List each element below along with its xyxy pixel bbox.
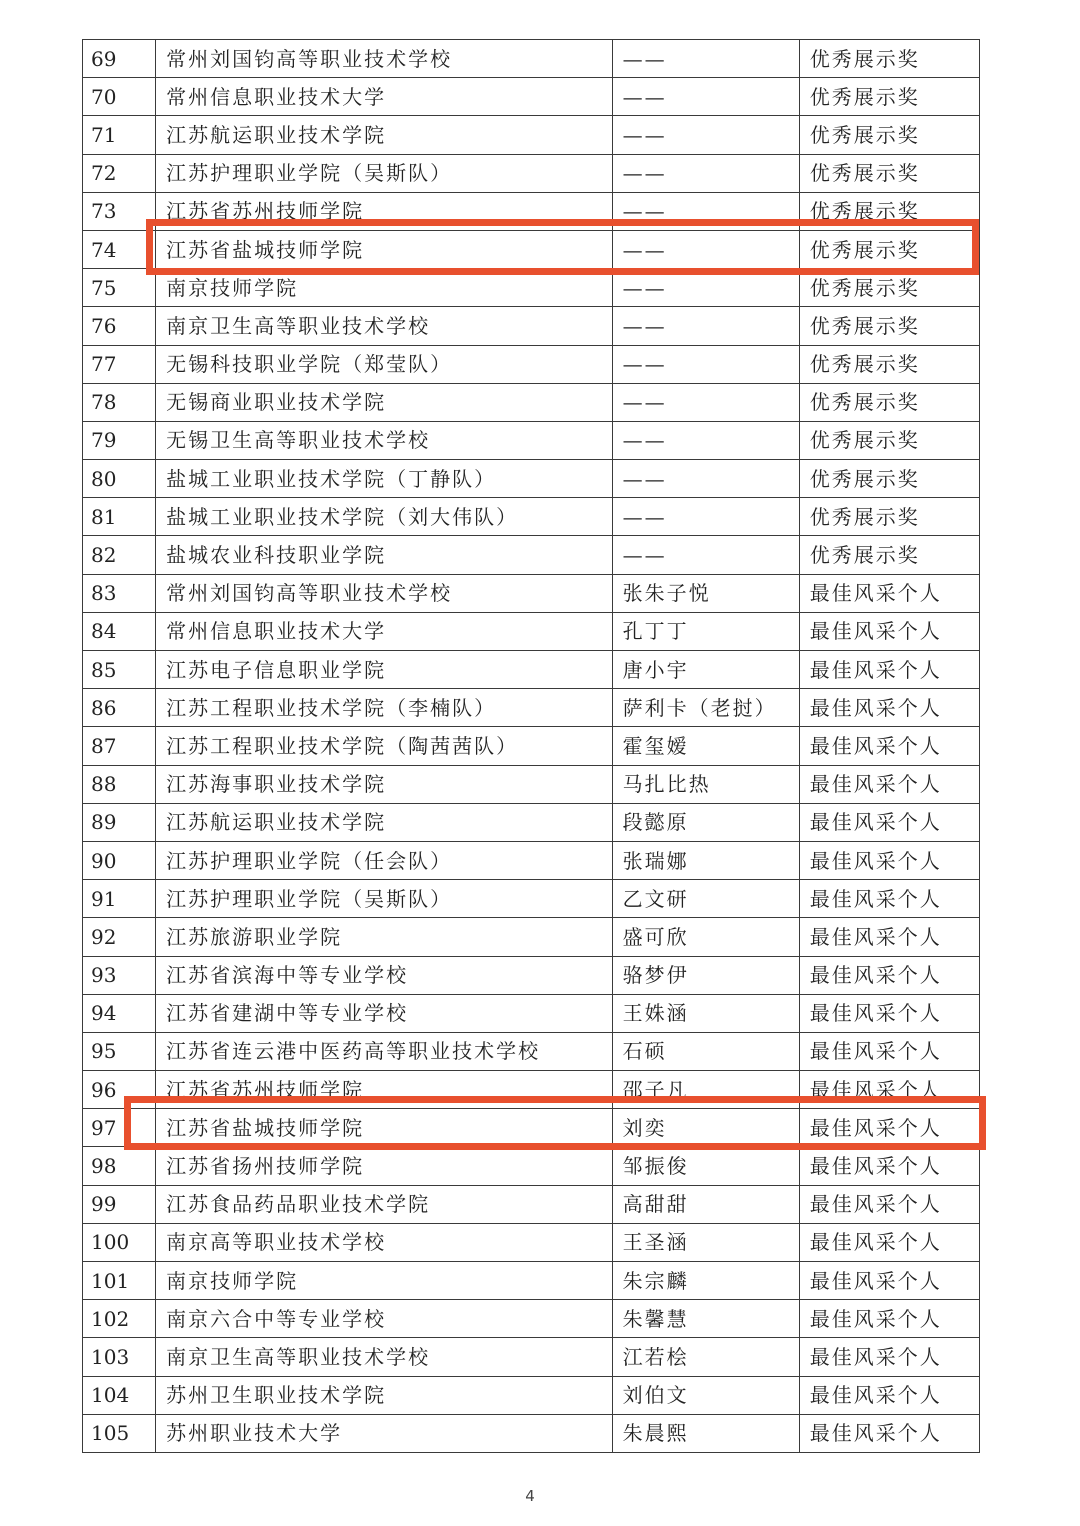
award-name-cell: 最佳风采个人 [799, 1071, 979, 1109]
table-row [83, 116, 980, 154]
person-name-cell: 王圣涵 [612, 1223, 799, 1261]
table-row [83, 689, 980, 727]
table-row [83, 1262, 980, 1300]
school-name-cell: 江苏省连云港中医药高等职业技术学校 [156, 1032, 613, 1070]
person-name-cell: —— [612, 269, 799, 307]
row-number-cell: 89 [83, 803, 156, 841]
school-name-cell: 江苏航运职业技术学院 [156, 116, 613, 154]
award-name-cell: 最佳风采个人 [799, 1376, 979, 1414]
table-row [83, 918, 980, 956]
award-name-cell: 最佳风采个人 [799, 651, 979, 689]
person-name-cell: —— [612, 421, 799, 459]
award-name-cell: 优秀展示奖 [799, 498, 979, 536]
school-name-cell: 江苏护理职业学院（吴斯队） [156, 154, 613, 192]
school-name-cell: 苏州职业技术大学 [156, 1414, 613, 1452]
row-number-cell: 100 [83, 1223, 156, 1261]
person-name-cell: 石硕 [612, 1032, 799, 1070]
school-name-cell: 南京六合中等专业学校 [156, 1300, 613, 1338]
row-number-cell: 71 [83, 116, 156, 154]
award-name-cell: 最佳风采个人 [799, 880, 979, 918]
school-name-cell: 江苏护理职业学院（吴斯队） [156, 880, 613, 918]
row-number-cell: 86 [83, 689, 156, 727]
school-name-cell: 盐城农业科技职业学院 [156, 536, 613, 574]
school-name-cell: 盐城工业职业技术学院（刘大伟队） [156, 498, 613, 536]
row-number-cell: 99 [83, 1185, 156, 1223]
person-name-cell: 张朱子悦 [612, 574, 799, 612]
table-row [83, 460, 980, 498]
person-name-cell: 邹振俊 [612, 1147, 799, 1185]
awards-table [82, 39, 980, 1453]
table-row [83, 307, 980, 345]
person-name-cell: —— [612, 230, 799, 268]
school-name-cell: 江苏工程职业技术学院（陶茜茜队） [156, 727, 613, 765]
award-name-cell: 最佳风采个人 [799, 1223, 979, 1261]
table-row [83, 612, 980, 650]
school-name-cell: 南京卫生高等职业技术学校 [156, 1338, 613, 1376]
person-name-cell: —— [612, 345, 799, 383]
row-number-cell: 72 [83, 154, 156, 192]
row-number-cell: 92 [83, 918, 156, 956]
award-name-cell: 最佳风采个人 [799, 803, 979, 841]
table-row [83, 841, 980, 879]
table-row [83, 269, 980, 307]
table-row [83, 880, 980, 918]
person-name-cell: 骆梦伊 [612, 956, 799, 994]
award-name-cell: 最佳风采个人 [799, 1300, 979, 1338]
award-name-cell: 优秀展示奖 [799, 536, 979, 574]
award-name-cell: 最佳风采个人 [799, 1185, 979, 1223]
school-name-cell: 江苏省苏州技师学院 [156, 192, 613, 230]
person-name-cell: 高甜甜 [612, 1185, 799, 1223]
row-number-cell: 91 [83, 880, 156, 918]
person-name-cell: 朱馨慧 [612, 1300, 799, 1338]
person-name-cell: —— [612, 498, 799, 536]
award-name-cell: 优秀展示奖 [799, 154, 979, 192]
table-row [83, 1032, 980, 1070]
person-name-cell: 朱宗麟 [612, 1262, 799, 1300]
award-name-cell: 最佳风采个人 [799, 1262, 979, 1300]
person-name-cell: 萨利卡（老挝） [612, 689, 799, 727]
row-number-cell: 93 [83, 956, 156, 994]
table-row [83, 78, 980, 116]
table-row [83, 1300, 980, 1338]
table-row [83, 956, 980, 994]
award-name-cell: 最佳风采个人 [799, 765, 979, 803]
school-name-cell: 南京卫生高等职业技术学校 [156, 307, 613, 345]
row-number-cell: 95 [83, 1032, 156, 1070]
award-name-cell: 最佳风采个人 [799, 1109, 979, 1147]
person-name-cell: 乙文研 [612, 880, 799, 918]
person-name-cell: —— [612, 536, 799, 574]
person-name-cell: 霍玺嫒 [612, 727, 799, 765]
award-name-cell: 最佳风采个人 [799, 1414, 979, 1452]
person-name-cell: —— [612, 40, 799, 78]
table-row [83, 1338, 980, 1376]
table-row [83, 994, 980, 1032]
school-name-cell: 南京技师学院 [156, 1262, 613, 1300]
row-number-cell: 79 [83, 421, 156, 459]
award-name-cell: 优秀展示奖 [799, 421, 979, 459]
row-number-cell: 78 [83, 383, 156, 421]
award-name-cell: 最佳风采个人 [799, 956, 979, 994]
row-number-cell: 90 [83, 841, 156, 879]
table-row [83, 154, 980, 192]
award-name-cell: 优秀展示奖 [799, 460, 979, 498]
school-name-cell: 江苏省盐城技师学院 [156, 1109, 613, 1147]
table-row [83, 192, 980, 230]
table-row [83, 1376, 980, 1414]
person-name-cell: —— [612, 116, 799, 154]
award-name-cell: 最佳风采个人 [799, 1032, 979, 1070]
page-number: 4 [525, 1487, 535, 1505]
person-name-cell: —— [612, 78, 799, 116]
table-row [83, 383, 980, 421]
row-number-cell: 70 [83, 78, 156, 116]
person-name-cell: 孔丁丁 [612, 612, 799, 650]
table-row [83, 40, 980, 78]
person-name-cell: 王姝涵 [612, 994, 799, 1032]
row-number-cell: 87 [83, 727, 156, 765]
row-number-cell: 80 [83, 460, 156, 498]
table-row [83, 651, 980, 689]
award-name-cell: 最佳风采个人 [799, 727, 979, 765]
school-name-cell: 江苏电子信息职业学院 [156, 651, 613, 689]
award-name-cell: 最佳风采个人 [799, 574, 979, 612]
person-name-cell: 朱晨熙 [612, 1414, 799, 1452]
award-name-cell: 最佳风采个人 [799, 612, 979, 650]
school-name-cell: 江苏航运职业技术学院 [156, 803, 613, 841]
school-name-cell: 常州信息职业技术大学 [156, 612, 613, 650]
school-name-cell: 江苏旅游职业学院 [156, 918, 613, 956]
school-name-cell: 无锡商业职业技术学院 [156, 383, 613, 421]
table-row [83, 230, 980, 268]
row-number-cell: 84 [83, 612, 156, 650]
school-name-cell: 江苏省建湖中等专业学校 [156, 994, 613, 1032]
award-name-cell: 最佳风采个人 [799, 689, 979, 727]
award-name-cell: 优秀展示奖 [799, 116, 979, 154]
person-name-cell: 马扎比热 [612, 765, 799, 803]
table-row [83, 536, 980, 574]
person-name-cell: —— [612, 192, 799, 230]
school-name-cell: 常州信息职业技术大学 [156, 78, 613, 116]
row-number-cell: 97 [83, 1109, 156, 1147]
row-number-cell: 74 [83, 230, 156, 268]
person-name-cell: —— [612, 383, 799, 421]
award-name-cell: 优秀展示奖 [799, 40, 979, 78]
row-number-cell: 73 [83, 192, 156, 230]
school-name-cell: 苏州卫生职业技术学院 [156, 1376, 613, 1414]
row-number-cell: 75 [83, 269, 156, 307]
award-name-cell: 优秀展示奖 [799, 269, 979, 307]
award-name-cell: 优秀展示奖 [799, 383, 979, 421]
person-name-cell: 江若桧 [612, 1338, 799, 1376]
award-name-cell: 最佳风采个人 [799, 1147, 979, 1185]
school-name-cell: 南京技师学院 [156, 269, 613, 307]
person-name-cell: 唐小宇 [612, 651, 799, 689]
row-number-cell: 77 [83, 345, 156, 383]
award-name-cell: 最佳风采个人 [799, 994, 979, 1032]
school-name-cell: 江苏省盐城技师学院 [156, 230, 613, 268]
school-name-cell: 江苏食品药品职业技术学院 [156, 1185, 613, 1223]
row-number-cell: 105 [83, 1414, 156, 1452]
person-name-cell: 邵子凡 [612, 1071, 799, 1109]
school-name-cell: 江苏护理职业学院（任会队） [156, 841, 613, 879]
row-number-cell: 83 [83, 574, 156, 612]
school-name-cell: 江苏海事职业技术学院 [156, 765, 613, 803]
person-name-cell: 刘伯文 [612, 1376, 799, 1414]
table-row [83, 1414, 980, 1452]
table-row [83, 1071, 980, 1109]
person-name-cell: —— [612, 154, 799, 192]
row-number-cell: 102 [83, 1300, 156, 1338]
school-name-cell: 江苏省扬州技师学院 [156, 1147, 613, 1185]
row-number-cell: 82 [83, 536, 156, 574]
person-name-cell: —— [612, 307, 799, 345]
row-number-cell: 85 [83, 651, 156, 689]
school-name-cell: 南京高等职业技术学校 [156, 1223, 613, 1261]
row-number-cell: 94 [83, 994, 156, 1032]
school-name-cell: 常州刘国钧高等职业技术学校 [156, 574, 613, 612]
table-row [83, 765, 980, 803]
awards-table-body [83, 40, 980, 1453]
person-name-cell: 张瑞娜 [612, 841, 799, 879]
row-number-cell: 96 [83, 1071, 156, 1109]
row-number-cell: 88 [83, 765, 156, 803]
award-name-cell: 优秀展示奖 [799, 230, 979, 268]
award-name-cell: 优秀展示奖 [799, 307, 979, 345]
table-row [83, 1147, 980, 1185]
row-number-cell: 76 [83, 307, 156, 345]
award-name-cell: 优秀展示奖 [799, 345, 979, 383]
table-row [83, 1185, 980, 1223]
school-name-cell: 江苏省苏州技师学院 [156, 1071, 613, 1109]
award-name-cell: 优秀展示奖 [799, 192, 979, 230]
table-row [83, 498, 980, 536]
table-row [83, 574, 980, 612]
row-number-cell: 101 [83, 1262, 156, 1300]
row-number-cell: 98 [83, 1147, 156, 1185]
row-number-cell: 103 [83, 1338, 156, 1376]
person-name-cell: 刘奕 [612, 1109, 799, 1147]
school-name-cell: 无锡科技职业学院（郑莹队） [156, 345, 613, 383]
school-name-cell: 常州刘国钧高等职业技术学校 [156, 40, 613, 78]
award-name-cell: 最佳风采个人 [799, 918, 979, 956]
table-row [83, 1109, 980, 1147]
school-name-cell: 江苏工程职业技术学院（李楠队） [156, 689, 613, 727]
person-name-cell: 盛可欣 [612, 918, 799, 956]
row-number-cell: 69 [83, 40, 156, 78]
person-name-cell: 段懿原 [612, 803, 799, 841]
table-row [83, 421, 980, 459]
award-name-cell: 最佳风采个人 [799, 1338, 979, 1376]
person-name-cell: —— [612, 460, 799, 498]
school-name-cell: 江苏省滨海中等专业学校 [156, 956, 613, 994]
table-row [83, 803, 980, 841]
table-row [83, 1223, 980, 1261]
school-name-cell: 盐城工业职业技术学院（丁静队） [156, 460, 613, 498]
award-name-cell: 优秀展示奖 [799, 78, 979, 116]
table-row [83, 345, 980, 383]
award-name-cell: 最佳风采个人 [799, 841, 979, 879]
school-name-cell: 无锡卫生高等职业技术学校 [156, 421, 613, 459]
row-number-cell: 81 [83, 498, 156, 536]
table-row [83, 727, 980, 765]
row-number-cell: 104 [83, 1376, 156, 1414]
